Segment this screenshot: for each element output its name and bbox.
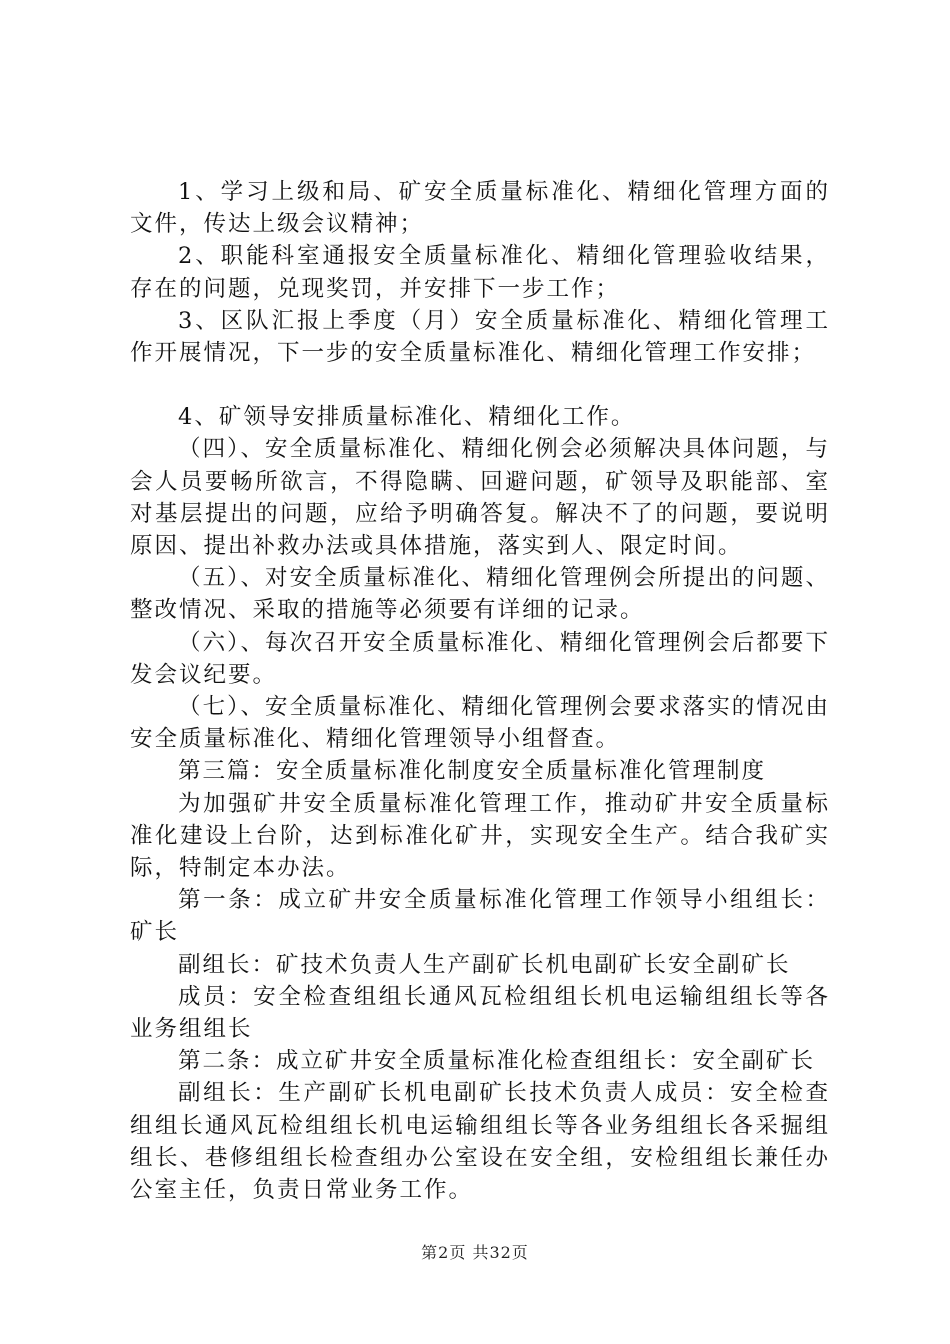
paragraph-section-5: （五）、对安全质量标准化、精细化管理例会所提出的问题、整改情况、采取的措施等必须要有详细的记录。 <box>130 565 830 624</box>
article-two-deputy: 副组长：生产副矿长机电副矿长技术负责人成员：安全检查组组长通风瓦检组组长机电运输组组长等各业务组组长各采掘组组长、巷修组组长检查组办公室设在安全组，安检组组长兼任办公室主任，负责日常业务工作。 <box>130 1080 830 1204</box>
article-one: 第一条：成立矿井安全质量标准化管理工作领导小组组长：矿长 <box>130 887 830 946</box>
paragraph-intro: 为加强矿井安全质量标准化管理工作，推动矿井安全质量标准化建设上台阶，达到标准化矿井，实现安全生产。结合我矿实际，特制定本办法。 <box>130 790 830 882</box>
paragraph-section-6: （六）、每次召开安全质量标准化、精细化管理例会后都要下发会议纪要。 <box>130 629 830 688</box>
article-one-deputy: 副组长：矿技术负责人生产副矿长机电副矿长安全副矿长 <box>178 951 791 978</box>
paragraph-item-1: 1、学习上级和局、矿安全质量标准化、精细化管理方面的文件，传达上级会议精神； <box>130 179 830 238</box>
page-footer: 第2页 共32页 <box>421 1243 529 1262</box>
paragraph-item-3: 3、区队汇报上季度（月）安全质量标准化、精细化管理工作开展情况，下一步的安全质量标准化、精细化管理工作安排； <box>130 307 830 367</box>
paragraph-section-7: （七）、安全质量标准化、精细化管理例会要求落实的情况由安全质量标准化、精细化管理领导小组督查。 <box>130 694 830 753</box>
paragraph-section-4: （四）、安全质量标准化、精细化例会必须解决具体问题，与会人员要畅所欲言，不得隐瞒、回避问题，矿领导及职能部、室对基层提出的问题，应给予明确答复。解决不了的问题，要说明原因、提出补救办法或具体措施，落实到人、限定时间。 <box>130 436 830 560</box>
document-body <box>130 176 830 1206</box>
paragraph-item-2: 2、职能科室通报安全质量标准化、精细化管理验收结果，存在的问题，兑现奖罚，并安排下一步工作； <box>130 243 830 302</box>
chapter-heading: 第三篇：安全质量标准化制度安全质量标准化管理制度 <box>178 758 767 785</box>
paragraph-item-4: 4、矿领导安排质量标准化、精细化工作。 <box>178 404 636 431</box>
article-one-members: 成员：安全检查组组长通风瓦检组组长机电运输组组长等各业务组组长 <box>130 983 830 1043</box>
article-two: 第二条：成立矿井安全质量标准化检查组组长：安全副矿长 <box>178 1048 816 1075</box>
